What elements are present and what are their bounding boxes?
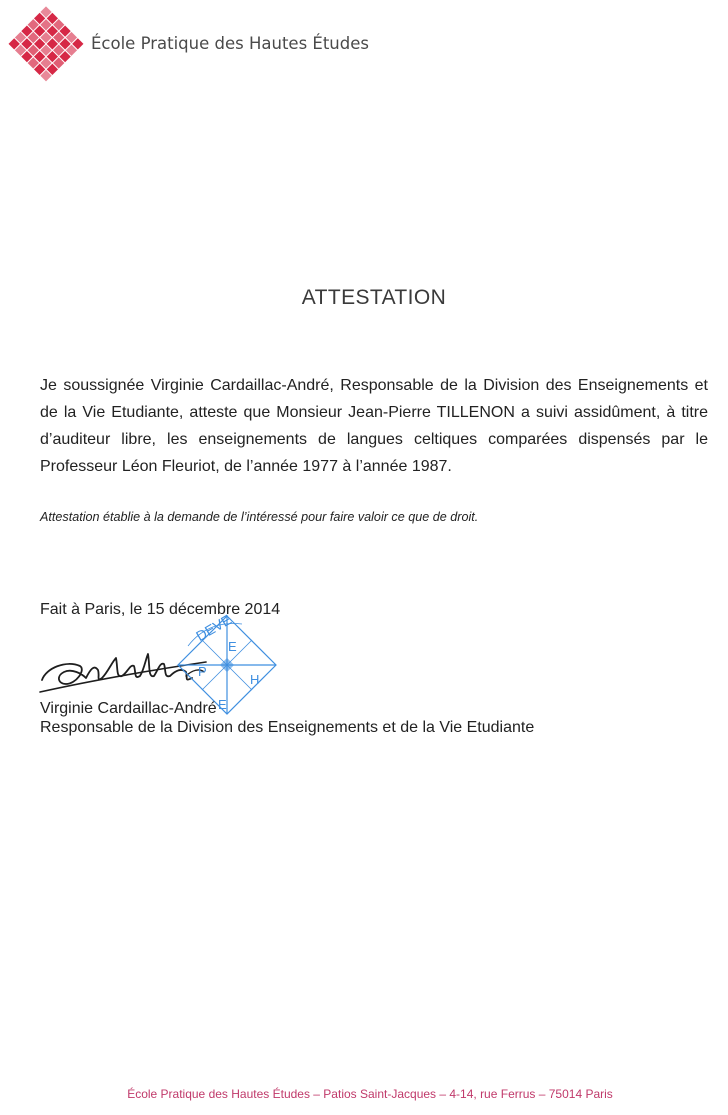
stamp-letter-p: P (198, 664, 207, 679)
signer-role: Responsable de la Division des Enseignements et de la Vie Etudiante (40, 719, 535, 736)
ephe-diamond-logo-icon (6, 6, 86, 86)
attestation-body: Je soussignée Virginie Cardaillac-André, Responsable de la Division des Enseignements et de la Vie Etudiante, atteste que Monsieur Jean-Pierre TILLENON a suivi assidûment, à titre d’auditeur libre, les enseignements de langues celtiques comparées dispensés par le Professeur Léon Fleuriot, de l’année 1977 à l’année 1987. (40, 377, 708, 475)
institution-name: École Pratique des Hautes Études (91, 34, 369, 53)
signer-name: Virginie Cardaillac-André (40, 700, 217, 717)
stamp-letter-e-bottom: E (218, 697, 227, 712)
stamp-letter-e-top: E (228, 639, 237, 654)
document-title: ATTESTATION (301, 286, 447, 309)
attestation-note: Attestation établie à la demande de l’intéressé pour faire valoir ce que de droit. (40, 510, 479, 524)
date-line: Fait à Paris, le 15 décembre 2014 (40, 601, 281, 618)
stamp-letter-h: H (250, 672, 260, 687)
footer-address: École Pratique des Hautes Études – Patios Saint-Jacques – 4-14, rue Ferrus – 75014 Paris (127, 1087, 613, 1101)
stamp-arc-text: DEVE (193, 611, 235, 645)
